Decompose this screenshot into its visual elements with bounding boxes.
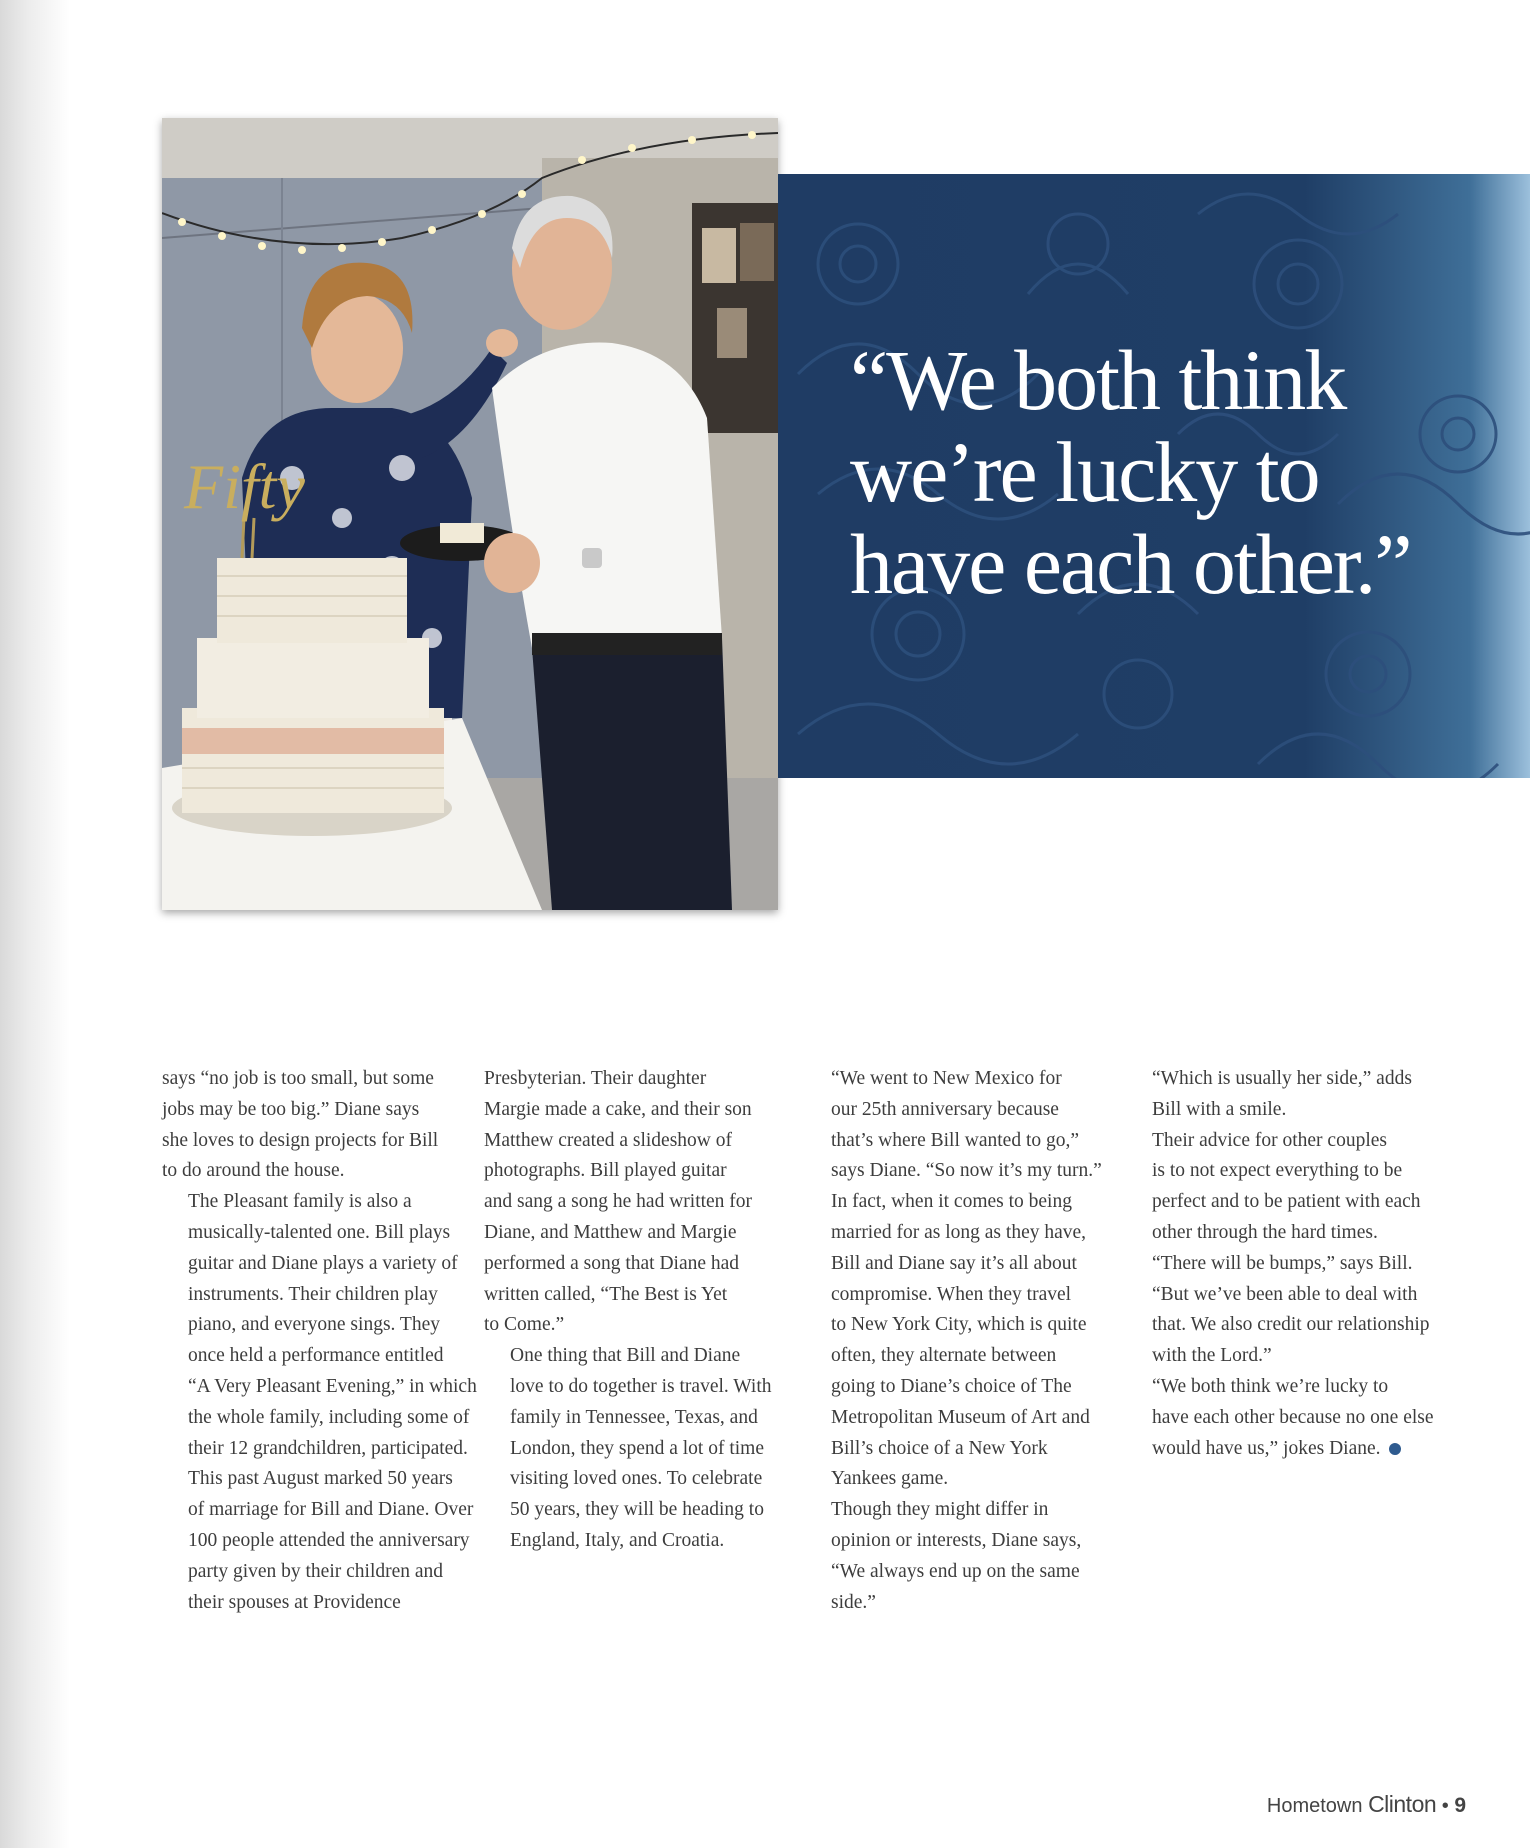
article-paragraph xyxy=(1126,1249,1430,1372)
article-line: “We both think we’re lucky to xyxy=(1152,1375,1389,1397)
page-gutter-shadow xyxy=(0,0,70,1848)
footer-separator: • xyxy=(1441,1795,1449,1817)
pull-quote-line: “We both think xyxy=(850,332,1346,428)
article-line: written called, “The Best is Yet xyxy=(484,1283,728,1305)
article-line: once held a performance entitled xyxy=(188,1345,444,1367)
article-paragraph xyxy=(805,1495,1105,1618)
article-line: musically-talented one. Bill plays xyxy=(188,1221,451,1243)
article-line: Diane, and Matthew and Margie xyxy=(484,1221,737,1243)
article-line: that’s where Bill wanted to go,” xyxy=(831,1129,1080,1151)
article-paragraph xyxy=(162,1464,474,1618)
article-line: Their advice for other couples xyxy=(1152,1129,1387,1151)
article-line: and sang a song he had written for xyxy=(484,1191,753,1213)
article-line: with the Lord.” xyxy=(1152,1345,1272,1367)
article-line: Bill and Diane say it’s all about xyxy=(831,1252,1077,1274)
article-line: perfect and to be patient with each xyxy=(1152,1191,1421,1213)
article-line: often, they alternate between xyxy=(831,1345,1057,1367)
article-paragraph xyxy=(484,1341,784,1557)
article-paragraph xyxy=(162,1064,462,1187)
article-line: Bill’s choice of a New York xyxy=(831,1437,1048,1459)
article-line: party given by their children and xyxy=(188,1560,444,1582)
article-paragraph xyxy=(484,1064,784,1341)
publication-prefix: Hometown xyxy=(1266,1795,1363,1817)
article-paragraph xyxy=(1126,1064,1426,1126)
article-line: married for as long as they have, xyxy=(831,1221,1087,1243)
pull-quote-line: we’re lucky to xyxy=(850,424,1319,520)
article-paragraph xyxy=(1126,1372,1434,1464)
article-line: performed a song that Diane had xyxy=(484,1252,740,1274)
article-line: compromise. When they travel xyxy=(831,1283,1072,1305)
article-line: to Come.” xyxy=(484,1314,565,1336)
article-line: their 12 grandchildren, participated. xyxy=(188,1437,468,1459)
article-column-1 xyxy=(162,1064,477,1618)
article-line: says Diane. “So now it’s my turn.” xyxy=(831,1160,1102,1182)
page-footer xyxy=(1267,1791,1466,1818)
article-column-3 xyxy=(805,1064,1105,1618)
end-of-story-mark xyxy=(1389,1443,1401,1455)
article-paragraph xyxy=(162,1187,477,1464)
article-line: to New York City, which is quite xyxy=(831,1314,1087,1336)
article-line: England, Italy, and Croatia. xyxy=(510,1529,725,1551)
photo-illustration xyxy=(162,118,778,910)
article-line: “We always end up on the same xyxy=(831,1560,1080,1582)
article-line: London, they spend a lot of time xyxy=(510,1437,764,1459)
article-paragraph xyxy=(1126,1126,1426,1249)
pull-quote-panel xyxy=(778,174,1530,778)
pull-quote xyxy=(850,334,1510,610)
article-line: she loves to design projects for Bill xyxy=(162,1129,439,1151)
article-line: “We went to New Mexico for xyxy=(831,1068,1062,1089)
article-line: “But we’ve been able to deal with xyxy=(1152,1283,1418,1305)
article-line: side.” xyxy=(831,1591,876,1613)
article-line: says “no job is too small, but some xyxy=(162,1068,434,1089)
article-line: other through the hard times. xyxy=(1152,1221,1378,1243)
article-line: 100 people attended the anniversary xyxy=(188,1529,470,1551)
article-line: Metropolitan Museum of Art and xyxy=(831,1406,1090,1428)
article-line: In fact, when it comes to being xyxy=(831,1191,1072,1213)
article-line: of marriage for Bill and Diane. Over xyxy=(188,1499,474,1521)
article-line: instruments. Their children play xyxy=(188,1283,438,1305)
article-paragraph xyxy=(805,1064,1105,1187)
article-line-text: would have us,” jokes Diane. xyxy=(1152,1437,1381,1459)
article-line: Yankees game. xyxy=(831,1468,949,1490)
cake-topper-text: Fifty xyxy=(184,451,305,522)
article-column-4 xyxy=(1126,1064,1434,1464)
page-number: 9 xyxy=(1454,1794,1466,1817)
publication-town: Clinton xyxy=(1368,1791,1437,1817)
article-line: Bill with a smile. xyxy=(1152,1098,1287,1120)
article-line xyxy=(1126,1434,1426,1465)
article-line: the whole family, including some of xyxy=(188,1406,470,1428)
article-line: that. We also credit our relationship xyxy=(1152,1314,1430,1336)
anniversary-photo xyxy=(162,118,778,910)
article-line: piano, and everyone sings. They xyxy=(188,1314,440,1336)
article-line: guitar and Diane plays a variety of xyxy=(188,1252,458,1274)
article-line: love to do together is travel. With xyxy=(510,1375,772,1397)
article-line: Margie made a cake, and their son xyxy=(484,1098,752,1120)
article-line: our 25th anniversary because xyxy=(831,1098,1059,1120)
article-line: “A Very Pleasant Evening,” in which xyxy=(188,1375,477,1397)
article-line: One thing that Bill and Diane xyxy=(510,1345,741,1367)
article-line: Presbyterian. Their daughter xyxy=(484,1068,707,1089)
article-line: opinion or interests, Diane says, xyxy=(831,1529,1082,1551)
article-line: “Which is usually her side,” adds xyxy=(1152,1068,1412,1089)
article-line: family in Tennessee, Texas, and xyxy=(510,1406,758,1428)
article-line: is to not expect everything to be xyxy=(1152,1160,1403,1182)
article-line: visiting loved ones. To celebrate xyxy=(510,1468,763,1490)
pull-quote-line: have each other.” xyxy=(850,516,1411,612)
article-line: Matthew created a slideshow of xyxy=(484,1129,732,1151)
article-line: going to Diane’s choice of The xyxy=(831,1375,1072,1397)
article-line: The Pleasant family is also a xyxy=(188,1191,412,1213)
article-line: This past August marked 50 years xyxy=(188,1468,453,1490)
article-line: their spouses at Providence xyxy=(188,1591,401,1613)
article-line: 50 years, they will be heading to xyxy=(510,1499,764,1521)
article-line: photographs. Bill played guitar xyxy=(484,1160,727,1182)
article-column-2 xyxy=(484,1064,784,1557)
article-line: have each other because no one else xyxy=(1152,1406,1434,1428)
article-paragraph xyxy=(805,1187,1105,1495)
article-line: jobs may be too big.” Diane says xyxy=(162,1098,420,1120)
article-line: Though they might differ in xyxy=(831,1499,1049,1521)
article-line: “There will be bumps,” says Bill. xyxy=(1152,1252,1413,1274)
article-line: to do around the house. xyxy=(162,1160,345,1182)
